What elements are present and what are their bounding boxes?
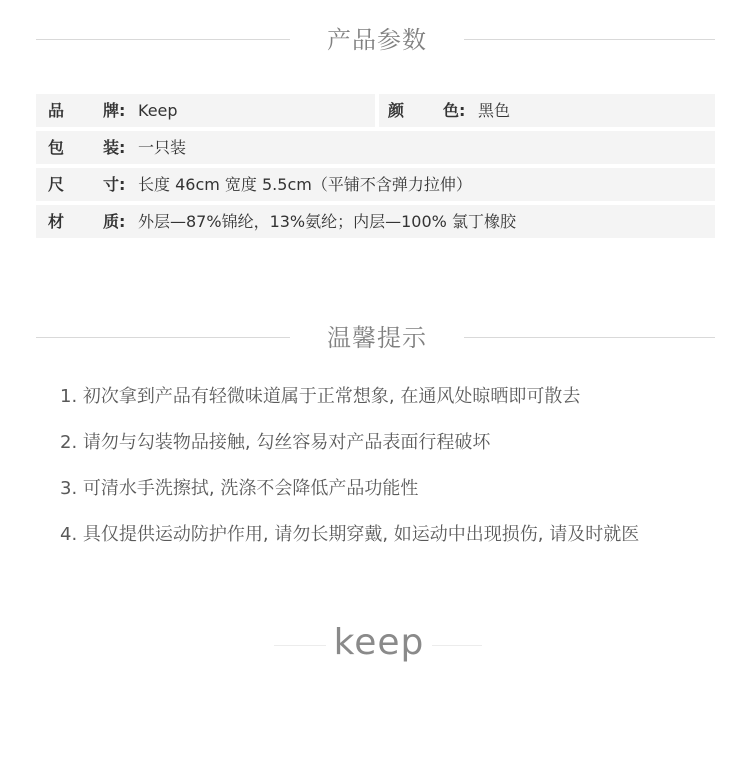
tip-item: 1. 初次拿到产品有轻微味道属于正常想象, 在通风处晾晒即可散去 (60, 386, 581, 407)
divider-line (464, 337, 715, 338)
param-key: 品 (48, 101, 65, 120)
param-value: Keep (138, 101, 178, 120)
section-header-tips (0, 318, 750, 358)
divider-line (432, 645, 482, 646)
param-key: 寸: (103, 175, 126, 194)
keep-logo: keep (333, 622, 425, 663)
divider-line (274, 645, 326, 646)
params-row (36, 94, 715, 127)
param-key: 材 (48, 212, 65, 231)
param-value: 黑色 (478, 101, 511, 120)
section-header-params (0, 20, 750, 60)
param-value: 外层—87%锦纶，13%氨纶；内层—100% 氯丁橡胶 (138, 212, 516, 231)
params-table (36, 94, 715, 242)
param-value: 长度 46cm 宽度 5.5cm（平铺不含弹力拉伸） (138, 175, 472, 194)
param-material (36, 205, 715, 238)
param-key: 牌: (103, 101, 126, 120)
tips-list (60, 380, 720, 564)
footer-logo-area (0, 620, 750, 670)
divider-line (36, 39, 290, 40)
param-package (36, 131, 715, 164)
param-key: 色: (443, 101, 466, 120)
param-key: 颜 (388, 101, 405, 120)
param-key: 装: (103, 138, 126, 157)
param-key: 包 (48, 138, 65, 157)
param-brand (36, 94, 375, 127)
param-key: 尺 (48, 175, 65, 194)
params-row (36, 131, 715, 164)
tip-item: 3. 可清水手洗擦拭, 洗涤不会降低产品功能性 (60, 478, 419, 499)
param-key: 质: (103, 212, 126, 231)
param-value: 一只装 (138, 138, 187, 157)
params-row (36, 168, 715, 201)
params-row (36, 205, 715, 238)
tip-item: 2. 请勿与勾装物品接触, 勾丝容易对产品表面行程破坏 (60, 432, 491, 453)
param-color (379, 94, 715, 127)
section-title-params: 产品参数 (327, 26, 427, 54)
divider-line (464, 39, 715, 40)
param-size (36, 168, 715, 201)
divider-line (36, 337, 290, 338)
section-title-tips: 温馨提示 (327, 324, 427, 352)
tip-item: 4. 具仅提供运动防护作用, 请勿长期穿戴, 如运动中出现损伤, 请及时就医 (60, 524, 640, 545)
